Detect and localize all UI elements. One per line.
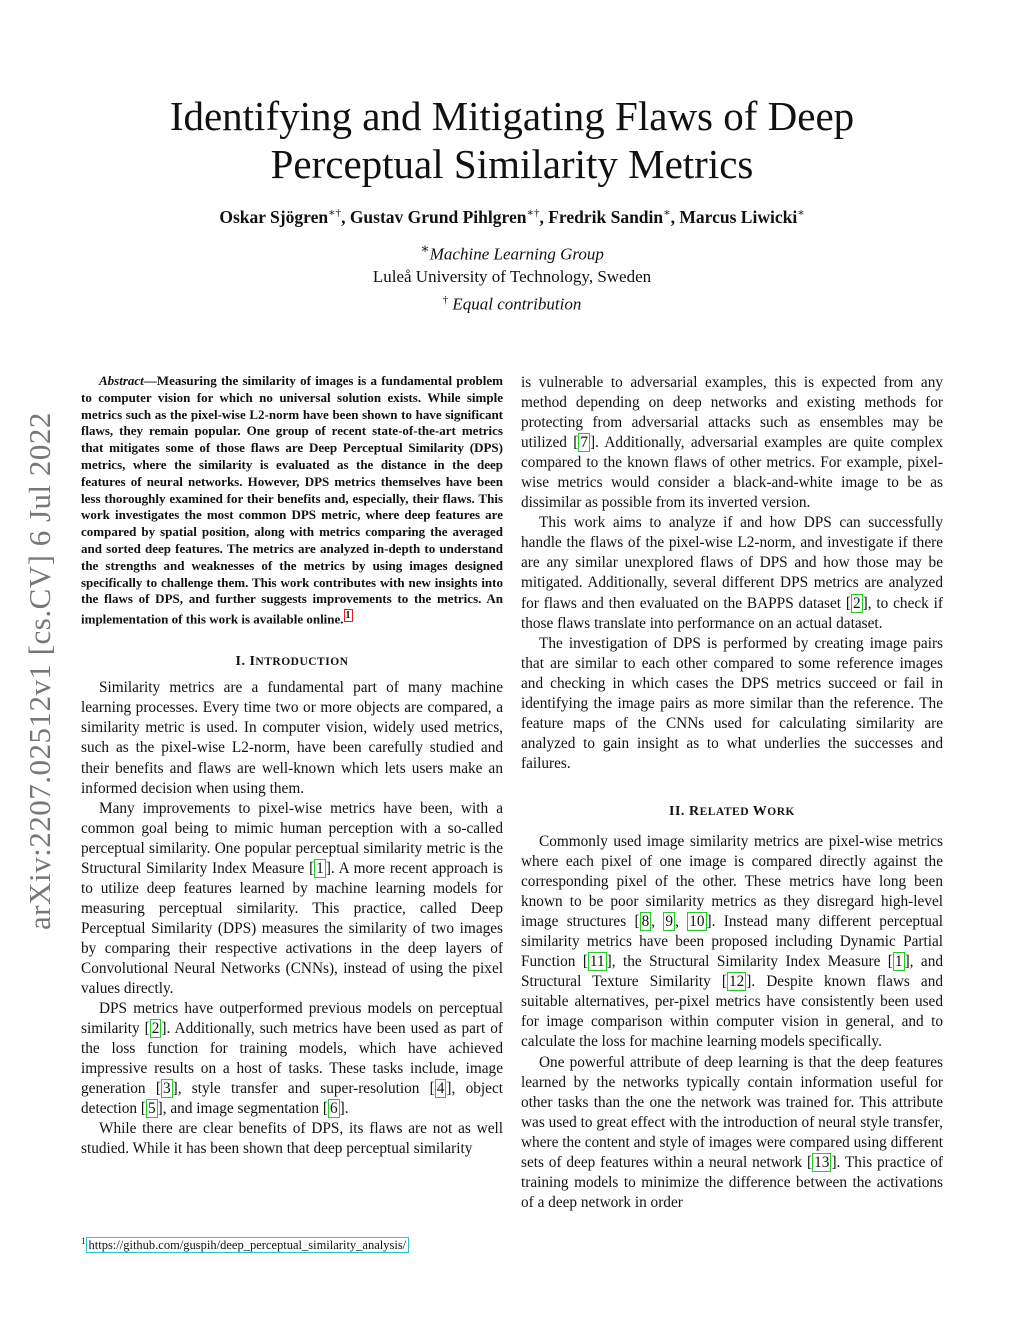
paragraph (81, 799, 503, 999)
title-line-2: Perceptual Similarity Metrics (270, 141, 754, 187)
text-run: ]. Instead many different perceptual similarity metrics have been proposed including Dynamic Partial Function [ (521, 913, 943, 971)
citation-link[interactable]: 1 (316, 859, 324, 877)
section-heading-introduction (81, 652, 503, 672)
text-run: One powerful attribute of deep learning is that the deep features learned by the networks typically contain information useful for other tasks than the one the network was trained for. This attribute was used to great effect with the introduction of neural style transfer, where the content and style of images were compared using different sets of deep features within a neural network [ (521, 1053, 943, 1171)
author: Fredrik Sandin (548, 206, 664, 227)
section-number: II. (669, 803, 685, 819)
paragraph (81, 999, 503, 1119)
text-run: DPS metrics have outperformed previous models on perceptual similarity [ (81, 1000, 503, 1038)
text-run: Many improvements to pixel-wise metrics have been, with a common goal being to mimic human perception with a so-called perceptual similarity. One popular perceptual similarity metric is the Structural Similarity Index Measure [ (81, 799, 503, 877)
title-line-1: Identifying and Mitigating Flaws of Deep (169, 93, 855, 139)
section-title-initial: W (752, 803, 768, 819)
text-run: ]. Despite known flaws and suitable alternatives, per-pixel metrics have consistently been used for image comparison within computer vision in general, and to calculate the loss for machine learning models specifically. (521, 973, 943, 1051)
text-run: ], and image segmentation [ (157, 1100, 328, 1118)
footnote (81, 1236, 503, 1253)
equal-contribution-mark: † (442, 294, 449, 307)
affiliation (100, 238, 924, 289)
section-number: I. (235, 654, 246, 670)
text-run: This work aims to analyze if and how DPS can successfully handle the flaws of the pixel-wise L2-norm, and investigate if there are any similar unexplored flaws of DPS and how those may be mitigated. Additionally, several different DPS metrics are analyzed for flaws and then evaluated on the BAPPS dataset [ (521, 514, 943, 612)
section-heading-related-work (521, 802, 943, 822)
citation-link[interactable]: 2 (852, 594, 861, 612)
author-mark: ∗† (526, 207, 540, 219)
citation-link[interactable]: 4 (436, 1080, 445, 1098)
arxiv-stamp: arXiv:2207.02512v1 [cs.CV] 6 Jul 2022 (22, 412, 57, 930)
citation-link[interactable]: 1 (894, 953, 903, 971)
paragraph: The investigation of DPS is performed by creating image pairs that are similar to each other compared to some reference images and checking in which cases the DPS metrics succeed or fail in identifying the image pairs as more similar than the reference. The feature maps of the CNNs used for calculating similarity are analyzed to gain insight as to what underlies the successes and failures. (521, 634, 943, 772)
citation-link[interactable]: 10 (689, 913, 705, 931)
author: Oskar Sjögren (219, 206, 329, 227)
citation-link[interactable]: 2 (151, 1020, 160, 1038)
text-run: Commonly used image similarity metrics are pixel-wise metrics where each pixel of one image is compared directly against the corresponding pixel of the other. These metrics have long been known to be poor similarity metrics as they disregard high-level image structures [ (521, 832, 943, 931)
author-mark: ∗† (328, 207, 342, 219)
left-column (81, 373, 503, 1159)
author-mark: ∗ (663, 207, 671, 219)
equal-contribution-note (100, 294, 924, 315)
text-run: ], to check if those flaws translate into performance on an actual dataset. (521, 594, 943, 632)
section-title-rest: NTRODUCTION (255, 656, 349, 669)
paragraph: Similarity metrics are a fundamental part of many machine learning processes. Every time two or more objects are compared, a similarity metric is used. In computer vision, widely used metrics, such as the pixel-wise L2-norm, have been carefully studied and their benefits and flaws are well-known which lets users make an informed decision when using them. (81, 679, 503, 797)
citation-link[interactable]: 9 (665, 913, 674, 931)
author: Gustav Grund Pihlgren (349, 206, 527, 227)
text-run: ]. A more recent approach is to utilize deep features learned by machine learning models for measuring perceptual similarity. This practice, called Deep Perceptual Similarity (DPS) measures the similarity of two images by comparing their respective activations in the deep layers of Convolutional Neural Networks (CNNs), instead of using the pixel values directly. (81, 859, 503, 998)
paragraph (521, 513, 943, 633)
text-run: is vulnerable to adversarial examples, this is expected from any method depending on deep networks and existing methods for protecting from adversarial attacks such as ensembles may be utilized [ (521, 374, 943, 452)
affiliation-group: Machine Learning Group (429, 244, 604, 264)
paper-title (100, 92, 924, 188)
citation-link[interactable]: 12 (728, 973, 745, 991)
section-title-rest: ORK (767, 805, 795, 818)
text-run: ]. Additionally, adversarial examples are quite complex compared to the known flaws of other metrics. For example, pixel-wise metrics would consider a black-and-white image to be as dissimilar as possible from its inverted version. (521, 434, 943, 512)
text-run: ], object detection [ (81, 1080, 503, 1118)
right-column (521, 373, 943, 1213)
text-run: ]. Additionally, such metrics have been used as part of the loss function for training models, which have achieved impressive results on a host of tasks. These tasks include, image generation [ (81, 1020, 503, 1098)
footnote-url-link[interactable]: https://github.com/guspih/deep_perceptual_similarity_analysis/ (86, 1237, 410, 1253)
text-run: ], style transfer and super-resolution [ (172, 1080, 435, 1098)
section-title-initial: R (688, 803, 700, 819)
author: Marcus Liwicki (679, 206, 798, 227)
citation-link[interactable]: 11 (589, 953, 605, 971)
text-run: , (651, 913, 664, 931)
author-list: Oskar Sjögren∗†, Gustav Grund Pihlgren∗†, Fredrik Sandin∗, Marcus Liwicki∗ (219, 206, 805, 227)
author-mark: ∗ (797, 207, 805, 219)
text-run: ]. (339, 1100, 349, 1118)
abstract (81, 373, 503, 628)
paragraph (521, 1053, 943, 1213)
header (100, 92, 924, 315)
section-title-rest: ELATED (699, 805, 750, 818)
equal-contribution-text: Equal contribution (452, 295, 582, 315)
text-run: ]. This practice of training models to minimize the difference between the activations of a deep network in order (521, 1153, 944, 1211)
affiliation-university: Luleå University of Technology, Sweden (372, 267, 652, 287)
paragraph (521, 373, 943, 513)
text-run: , (675, 913, 688, 931)
abstract-dash: — (143, 373, 157, 388)
paragraph: While there are clear benefits of DPS, its flaws are not as well studied. While it has been shown that deep perceptual similarity (81, 1120, 503, 1158)
footnote-link[interactable]: 1 (345, 610, 351, 622)
citation-link[interactable]: 5 (147, 1100, 156, 1118)
citation-link[interactable]: 6 (329, 1100, 338, 1118)
affiliation-mark: ∗ (420, 240, 430, 257)
abstract-text: Measuring the similarity of images is a fundamental problem to computer vision for which no universal solution exists. While simple metrics such as the pixel-wise L2-norm have been shown to have significant flaws, they remain popular. One group of recent state-of-the-art metrics that mitigates some of those flaws are Deep Perceptual Similarity (DPS) metrics, where the similarity is evaluated as the distance in the deep features of neural networks. However, DPS metrics themselves have been less thoroughly examined for their benefits and, especially, their flaws. This work investigates the most common DPS metric, where deep features are compared by spatial position, along with metrics comparing the averaged and sorted deep features. The metrics are analyzed in-depth to understand the strengths and weaknesses of the metrics by using images designed specifically to challenge them. This work contributes with new insights into the flaws of DPS, and further suggests improvements to the metrics. An implementation of this work is available online. (81, 373, 503, 627)
footnote-mark: 1 (81, 1236, 86, 1246)
paragraph (521, 832, 943, 1053)
citation-link[interactable]: 3 (162, 1080, 171, 1098)
citation-link[interactable]: 7 (580, 434, 588, 452)
text-run: ], and Structural Texture Similarity [ (521, 953, 943, 991)
citation-link[interactable]: 13 (814, 1153, 830, 1171)
citation-link[interactable]: 8 (641, 913, 650, 931)
abstract-label: Abstract (99, 373, 144, 388)
section-title-initial: I (249, 654, 256, 670)
text-run: ], the Structural Similarity Index Measure [ (606, 953, 893, 971)
